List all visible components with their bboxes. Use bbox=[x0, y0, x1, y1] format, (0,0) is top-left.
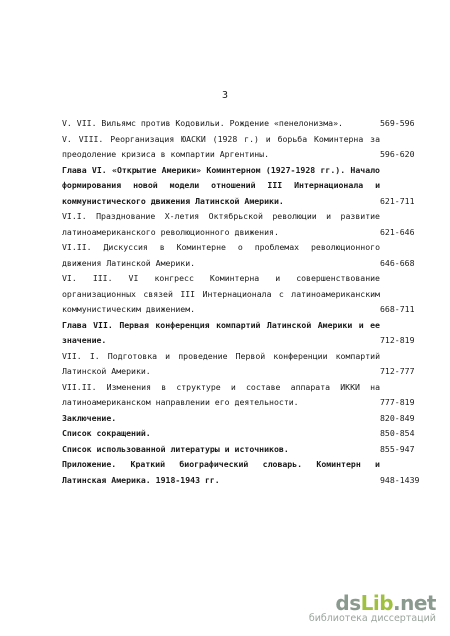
toc-entry-pages: 646-668 bbox=[380, 257, 415, 268]
watermark-logo bbox=[335, 592, 436, 614]
toc-entry-title: VII.II. Изменения в структуре и составе аппарата ИККИ на латиноамериканском направлении его деятельности. bbox=[62, 381, 380, 407]
toc-entry-title: VII. I. Подготовка и проведение Первой конференции компартий Латинской Америки. bbox=[62, 350, 380, 376]
toc-entry-title: Список сокращений. bbox=[62, 428, 151, 438]
table-of-contents bbox=[62, 116, 438, 488]
toc-entry bbox=[62, 271, 438, 318]
toc-entry bbox=[62, 209, 438, 240]
toc-entry bbox=[62, 349, 438, 380]
toc-entry bbox=[62, 116, 438, 132]
toc-entry-title: VI. III. VI конгресс Коминтерна и совершенствование организационных связей III Интернационала с латиноамериканским коммунистическим движением. bbox=[62, 273, 380, 314]
toc-entry-pages: 850-854 bbox=[380, 428, 415, 438]
toc-entry-pages: 621-711 bbox=[380, 195, 415, 206]
toc-entry-title: V. VIII. Реорганизация ЮАСКИ (1928 г.) и борьба Коминтерна за преодоление кризиса в компартии Аргентины. bbox=[62, 133, 380, 159]
watermark-subtitle: библиотека диссертаций bbox=[308, 613, 436, 624]
toc-entry-pages: 855-947 bbox=[380, 443, 415, 454]
toc-entry-pages: 712-819 bbox=[380, 335, 415, 345]
toc-entry-title: Список использованной литературы и источников. bbox=[62, 443, 289, 454]
toc-entry bbox=[62, 442, 438, 458]
toc-entry-pages: 621-646 bbox=[380, 226, 415, 237]
toc-entry-title: Заключение. bbox=[62, 412, 117, 423]
toc-entry-pages: 948-1439 bbox=[380, 474, 420, 485]
toc-entry-title: Глава VII. Первая конференция компартий Латинской Америки и ее значение. bbox=[62, 319, 380, 345]
watermark-logo-lib: Lib bbox=[360, 591, 394, 615]
toc-entry-title: VI.I. Празднование Х-летия Октябрьской революции и развитие латиноамериканского революционного движения. bbox=[62, 211, 380, 237]
toc-entry bbox=[62, 426, 438, 442]
toc-entry-title: Глава VI. «Открытие Америки» Коминтерном (1927-1928 гг.). Начало формирования новой модели отношений III Интернационала и коммунистического движения Латинской Америки. bbox=[62, 164, 380, 206]
toc-entry-pages: 569-596 bbox=[380, 118, 415, 128]
watermark bbox=[286, 592, 436, 626]
toc-entry-title: V. VII. Вильямс против Кодовильи. Рождение «пенелонизма». bbox=[62, 118, 343, 128]
toc-entry-title: Приложение. Краткий биографический словарь. Коминтерн и Латинская Америка. 1918-1943 гг. bbox=[62, 459, 380, 485]
toc-entry-pages: 712-777 bbox=[380, 366, 415, 376]
toc-entry bbox=[62, 240, 438, 271]
toc-entry-pages: 596-620 bbox=[380, 149, 415, 159]
toc-entry bbox=[62, 132, 438, 163]
toc-entry-pages: 668-711 bbox=[380, 304, 415, 314]
toc-entry-title: VI.II. Дискуссия в Коминтерне о проблемах революционного движения Латинской Америки. bbox=[62, 242, 380, 268]
toc-entry bbox=[62, 411, 438, 427]
watermark-logo-net: .net bbox=[393, 591, 436, 615]
toc-entry bbox=[62, 163, 438, 210]
page-number: 3 bbox=[221, 90, 229, 101]
toc-entry bbox=[62, 457, 438, 488]
toc-entry bbox=[62, 318, 438, 349]
watermark-logo-ds: ds bbox=[335, 591, 361, 615]
toc-entry-pages: 820-849 bbox=[380, 412, 415, 423]
toc-entry-pages: 777-819 bbox=[380, 397, 415, 407]
toc-entry bbox=[62, 380, 438, 411]
